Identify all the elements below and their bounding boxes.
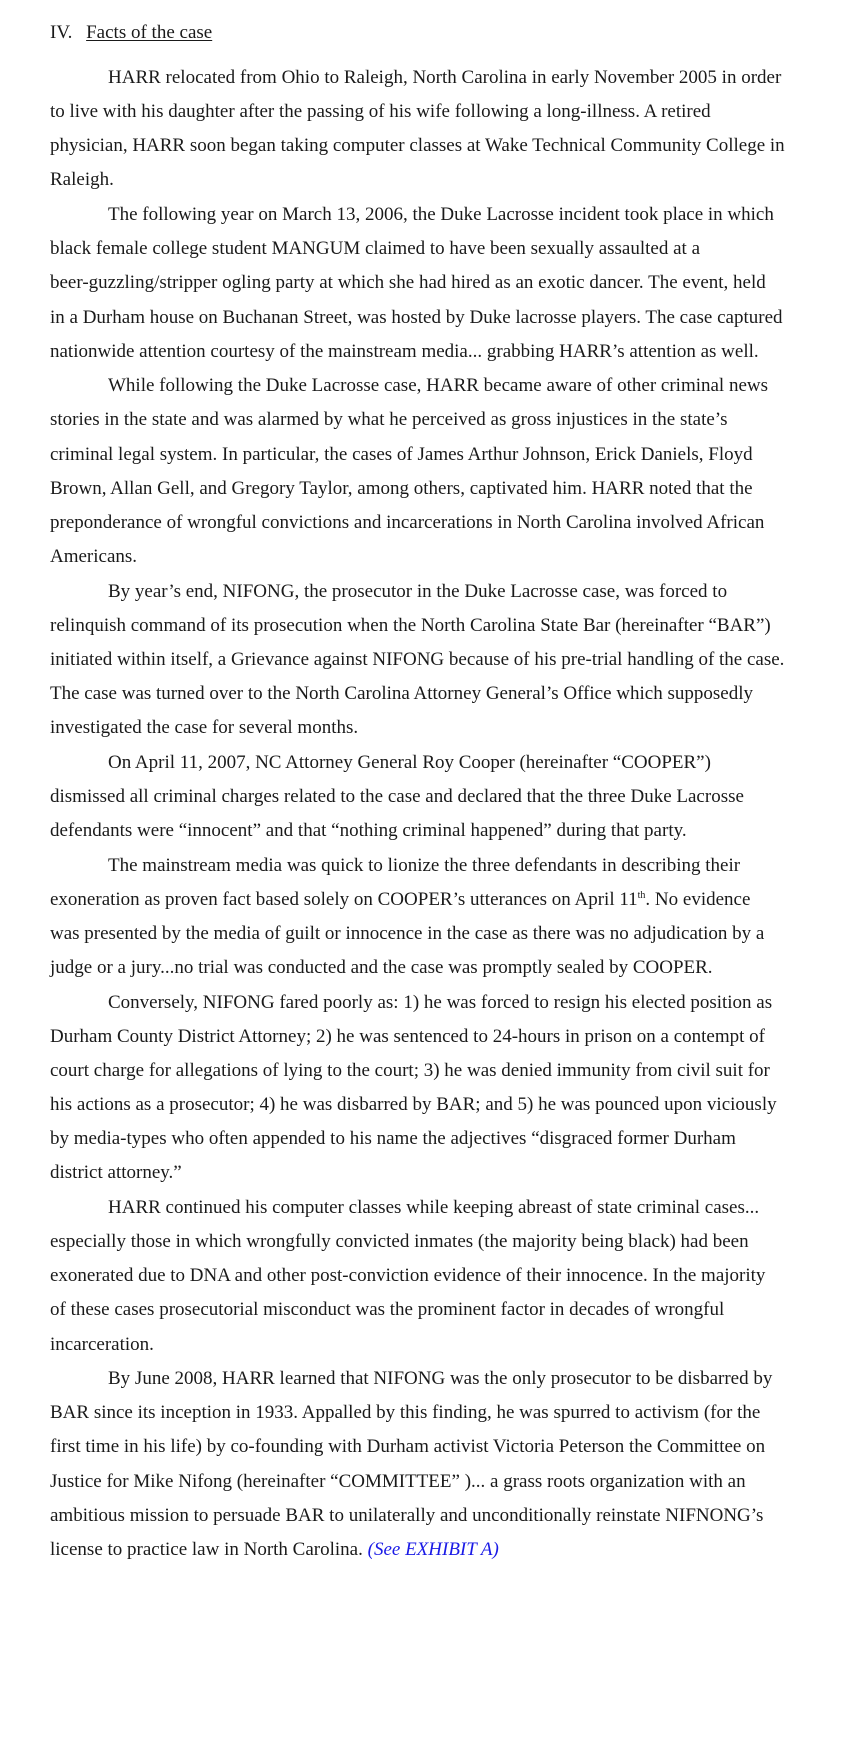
text-line: especially those in which wrongfully convicted inmates (the majority being black) had been: [50, 1231, 749, 1252]
text-line: The mainstream media was quick to lionize the three defendants in describing their: [108, 855, 741, 876]
text-line: of these cases prosecutorial misconduct was the prominent factor in decades of wrongful: [50, 1299, 725, 1320]
text-line: district attorney.”: [50, 1162, 182, 1183]
text-line: initiated within itself, a Grievance against NIFONG because of his pre-trial handling of the case.: [50, 649, 785, 670]
exhibit-a-link[interactable]: (See EXHIBIT A): [367, 1539, 499, 1560]
text-line: defendants were “innocent” and that “nothing criminal happened” during that party.: [50, 820, 687, 841]
text-line: Conversely, NIFONG fared poorly as: 1) he was forced to resign his elected position as: [108, 992, 773, 1013]
text-line: first time in his life) by co-founding with Durham activist Victoria Peterson the Committee on: [50, 1436, 766, 1457]
text-line: investigated the case for several months.: [50, 717, 359, 738]
ordinal-superscript: th: [637, 890, 646, 901]
text-line: Durham County District Attorney; 2) he was sentenced to 24-hours in prison on a contempt of: [50, 1026, 766, 1047]
text-segment: license to practice law in North Carolina.: [50, 1539, 368, 1560]
text-line: BAR since its inception in 1933. Appalled by this finding, he was spurred to activism (for the: [50, 1402, 761, 1423]
text-line: ambitious mission to persuade BAR to unilaterally and unconditionally reinstate NIFNONG’s: [50, 1505, 764, 1526]
text-line: Americans.: [50, 546, 138, 567]
text-line: HARR continued his computer classes while keeping abreast of state criminal cases...: [108, 1197, 760, 1218]
text-line: his actions as a prosecutor; 4) he was disbarred by BAR; and 5) he was pounced upon viciously: [50, 1094, 777, 1115]
text-line: preponderance of wrongful convictions and incarcerations in North Carolina involved African: [50, 512, 765, 533]
text-segment: . No evidence: [645, 889, 751, 910]
text-line: nationwide attention courtesy of the mainstream media... grabbing HARR’s attention as well.: [50, 341, 759, 362]
text-line: Brown, Allan Gell, and Gregory Taylor, among others, captivated him. HARR noted that the: [50, 478, 753, 499]
text-line: court charge for allegations of lying to the court; 3) he was denied immunity from civil suit for: [50, 1060, 770, 1081]
text-segment: exoneration as proven fact based solely on COOPER’s utterances on April 11: [50, 889, 638, 910]
text-line: The following year on March 13, 2006, the Duke Lacrosse incident took place in which: [108, 204, 774, 225]
text-line: by media-types who often appended to his name the adjectives “disgraced former Durham: [50, 1128, 736, 1149]
text-line: stories in the state and was alarmed by what he perceived as gross injustices in the state’s: [50, 409, 728, 430]
text-line: in a Durham house on Buchanan Street, was hosted by Duke lacrosse players. The case captured: [50, 307, 783, 328]
text-line: On April 11, 2007, NC Attorney General Roy Cooper (hereinafter “COOPER”): [108, 752, 711, 773]
text-line: criminal legal system. In particular, the cases of James Arthur Johnson, Erick Daniels, Floyd: [50, 444, 753, 465]
text-line: [50, 1538, 499, 1562]
text-line: incarceration.: [50, 1334, 154, 1355]
text-line: was presented by the media of guilt or innocence in the case as there was no adjudication by a: [50, 923, 765, 944]
section-title: Facts of the case: [86, 22, 213, 43]
text-line: exonerated due to DNA and other post-conviction evidence of their innocence. In the majority: [50, 1265, 766, 1286]
section-number: IV.: [50, 22, 73, 43]
text-line: HARR relocated from Ohio to Raleigh, North Carolina in early November 2005 in order: [108, 67, 782, 88]
text-line: By June 2008, HARR learned that NIFONG was the only prosecutor to be disbarred by: [108, 1368, 773, 1389]
text-line: black female college student MANGUM claimed to have been sexually assaulted at a: [50, 238, 700, 259]
text-line: to live with his daughter after the passing of his wife following a long-illness. A retired: [50, 101, 711, 122]
text-line: physician, HARR soon began taking computer classes at Wake Technical Community College in: [50, 135, 785, 156]
text-line: Raleigh.: [50, 169, 114, 190]
text-line: relinquish command of its prosecution when the North Carolina State Bar (hereinafter “BAR”): [50, 615, 771, 636]
text-line: While following the Duke Lacrosse case, HARR became aware of other criminal news: [108, 375, 769, 396]
text-line: Justice for Mike Nifong (hereinafter “COMMITTEE” )... a grass roots organization with an: [50, 1471, 746, 1492]
section-heading: [50, 20, 212, 46]
text-line: [50, 888, 750, 912]
text-line: The case was turned over to the North Carolina Attorney General’s Office which supposedly: [50, 683, 753, 704]
text-line: judge or a jury...no trial was conducted and the case was promptly sealed by COOPER.: [50, 957, 713, 978]
text-line: By year’s end, NIFONG, the prosecutor in the Duke Lacrosse case, was forced to: [108, 581, 728, 602]
text-line: dismissed all criminal charges related to the case and declared that the three Duke Lacrosse: [50, 786, 744, 807]
text-line: beer-guzzling/stripper ogling party at which she had hired as an exotic dancer. The event, held: [50, 272, 766, 293]
